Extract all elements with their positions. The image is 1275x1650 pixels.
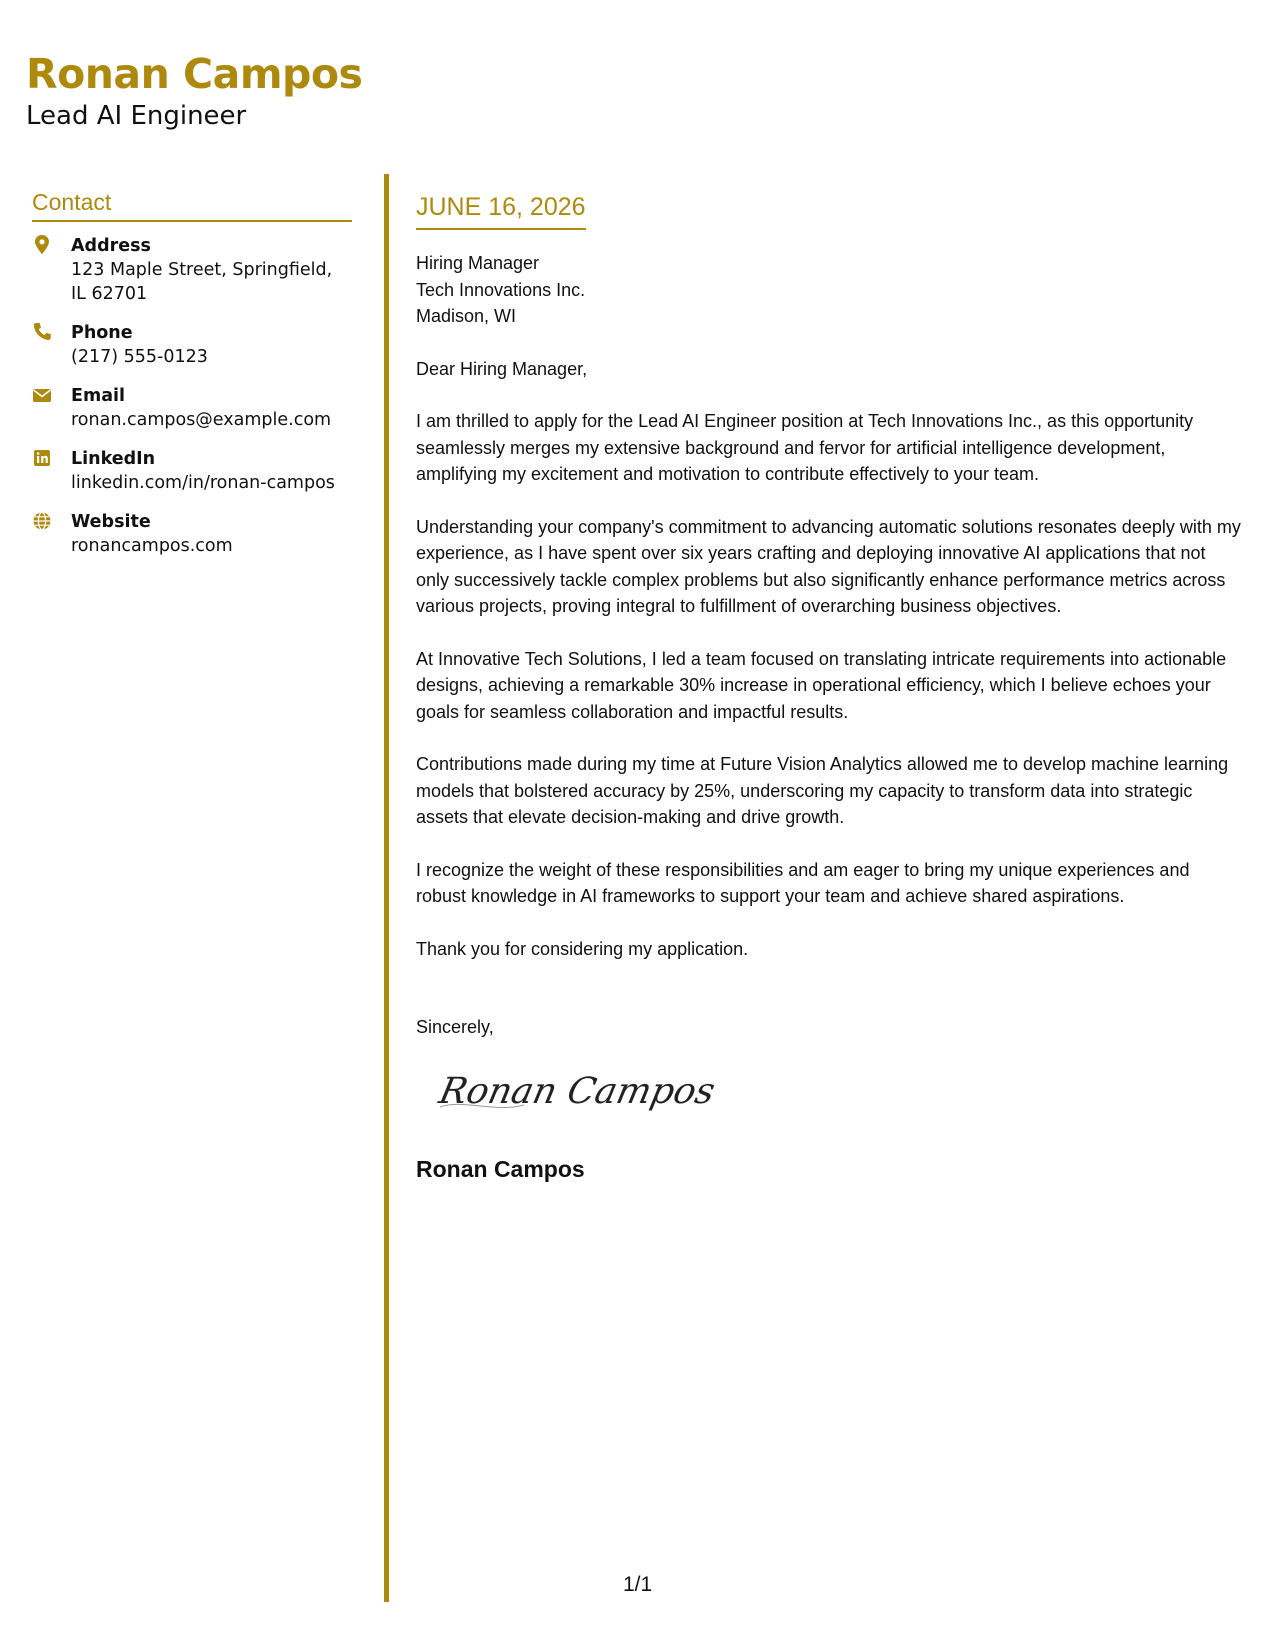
- linkedin-icon: [32, 447, 52, 469]
- applicant-name: Ronan Campos: [26, 50, 363, 98]
- contact-item-phone: [32, 321, 352, 369]
- contact-item-linkedin: [32, 447, 352, 495]
- website-value: ronancampos.com: [71, 536, 233, 556]
- contact-label: Phone: [71, 323, 133, 343]
- vertical-divider: [384, 174, 389, 1602]
- phone-icon: [32, 321, 52, 343]
- contact-label: Email: [71, 386, 125, 406]
- contact-sidebar: [32, 188, 352, 573]
- recipient-line: Tech Innovations Inc.: [416, 279, 586, 300]
- email-value: ronan.campos@example.com: [71, 410, 332, 430]
- contact-heading: Contact: [32, 188, 352, 222]
- salutation: Dear Hiring Manager,: [416, 358, 588, 379]
- letter-date: JUNE 16, 2026: [416, 192, 586, 230]
- contact-label: Website: [71, 512, 151, 532]
- body-paragraph: Understanding your company's commitment to advancing automatic solutions resonates deeply with my experience, as I have spent over six years crafting and deploying innovative AI applications that not only successively tackle complex problems but also significantly enhance performance metrics across various projects, proving integral to fulfillment of overarching business objectives.: [416, 516, 1241, 616]
- map-pin-icon: [32, 234, 52, 256]
- contact-item-website: [32, 510, 352, 558]
- closing: Sincerely,: [416, 1017, 494, 1037]
- body-paragraph: I am thrilled to apply for the Lead AI Engineer position at Tech Innovations Inc., as this opportunity seamlessly merges my extensive background and fervor for artificial intelligence development, amplifying my excitement and motivation to contribute effectively to your team.: [416, 411, 1194, 484]
- resume-header: [26, 48, 362, 132]
- recipient-block: [416, 250, 1242, 330]
- body-paragraph: At Innovative Tech Solutions, I led a team focused on translating intricate requirements into actionable designs, achieving a remarkable 30% increase in operational efficiency, which I believe echoes your goals for seamless collaboration and impactful results.: [416, 648, 1227, 722]
- globe-icon: [32, 510, 52, 532]
- envelope-icon: [32, 384, 52, 406]
- recipient-line: Madison, WI: [416, 306, 517, 326]
- body-paragraph: Contributions made during my time at Future Vision Analytics allowed me to develop machine learning models that bolstered accuracy by 25%, underscoring my capacity to transform data into strategic assets that elevate decision-making and drive growth.: [416, 754, 1229, 827]
- recipient-line: Hiring Manager: [416, 253, 540, 273]
- signer-name: Ronan Campos: [416, 1156, 585, 1182]
- address-value: 123 Maple Street, Springfield, IL 62701: [71, 260, 333, 304]
- applicant-title: Lead AI Engineer: [26, 101, 247, 131]
- contact-label: Address: [71, 236, 151, 256]
- body-paragraph: Thank you for considering my application.: [416, 938, 749, 959]
- body-paragraph: I recognize the weight of these responsibilities and am eager to bring my unique experiences and robust knowledge in AI frameworks to support your team and achieve shared aspirations.: [416, 859, 1190, 906]
- letter-body: [416, 192, 1242, 1184]
- contact-label: LinkedIn: [71, 449, 156, 469]
- phone-value: (217) 555-0123: [71, 347, 208, 367]
- contact-item-email: [32, 384, 352, 432]
- linkedin-value: linkedin.com/in/ronan-campos: [71, 473, 335, 493]
- svg-text:Ronan Campos: Ronan Campos: [435, 1068, 719, 1112]
- handwritten-signature: [434, 1063, 719, 1121]
- page-number: 1/1: [623, 1573, 653, 1596]
- contact-item-address: [32, 234, 352, 306]
